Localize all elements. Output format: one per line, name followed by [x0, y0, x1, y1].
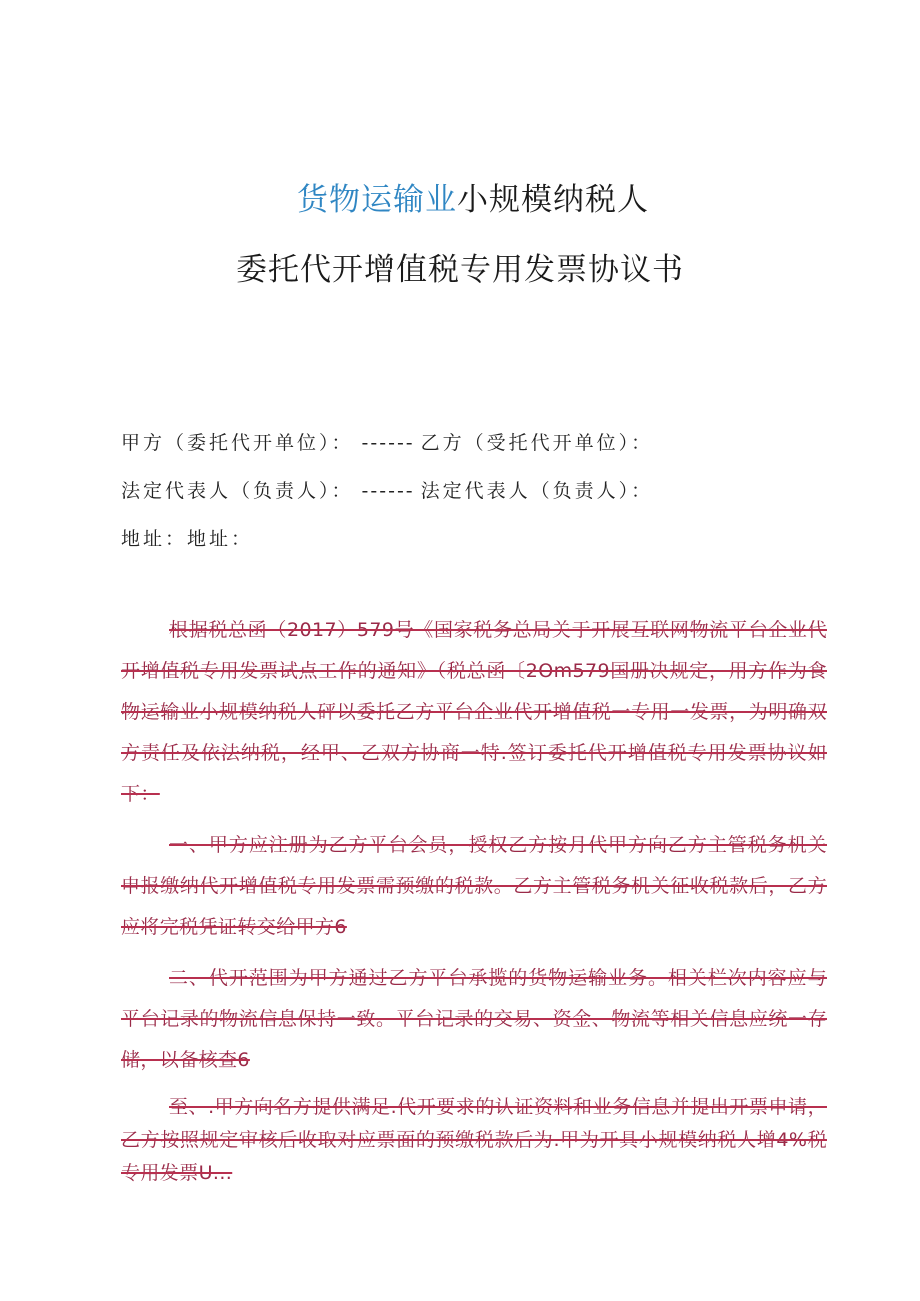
title-line-1: [26, 182, 920, 218]
party-line-3: 地址：地址：: [121, 528, 254, 550]
party-line-1: [121, 428, 821, 458]
party-line-2: [121, 476, 821, 506]
document-title: [0, 182, 920, 288]
paragraph-clause-3: 至、.甲方向名方提供满足.代开要求的认证资料和业务信息并提出开票申请，乙方按照规定审核后收取对应票面的预缴税款后为.甲为开具小规模纳税人增4%税专用发票U...: [121, 1096, 827, 1184]
party-a-rep-label: 法定代表人（负责人）：: [121, 480, 354, 502]
party-b-unit-label: 乙方（受托代开单位）：: [420, 432, 654, 454]
title-line-2: 委托代开增值税专用发票协议书: [236, 252, 684, 288]
title-line-1-rest: 小规模纳税人: [457, 182, 649, 218]
party-a-unit-label: 甲方（委托代开单位）：: [121, 432, 354, 454]
party-line-2-dashes: ------: [361, 480, 415, 502]
parties-block: [121, 428, 821, 572]
paragraph-clause-2: 二、代开范围为甲方通过乙方平台承揽的货物运输业务。相关栏次内容应与平台记录的物流信息保持一致。平台记录的交易、资金、物流等相关信息应统一存储，以备核查6: [121, 967, 827, 1071]
paragraph-clause-1: 一、甲方应注册为乙方平台会员，授权乙方按月代甲方向乙方主管税务机关申报缴纳代开增值税专用发票需预缴的税款。乙方主管税务机关征收税款后，乙方应将完税凭证转交给甲方6: [121, 834, 827, 938]
title-highlight: 货物运输业: [297, 182, 457, 218]
party-line-1-dashes: ------: [361, 432, 415, 454]
party-b-rep-label: 法定代表人（负责人）：: [420, 480, 654, 502]
paragraph-intro: 根据税总函（2017）579号《国家税务总局关于开展互联网物流平台企业代开增值税专用发票试点工作的通知》（税总函〔2Om579国册决规定，用方作为食物运输业小规模纳税人砰以委托乙方平台企业代开增值税一专用一发票，为明确双方责任及依法纳税，经甲、乙双方协商一特.签订委托代开增值税专用发票协议如下：: [121, 619, 827, 805]
agreement-body: [121, 610, 827, 1200]
